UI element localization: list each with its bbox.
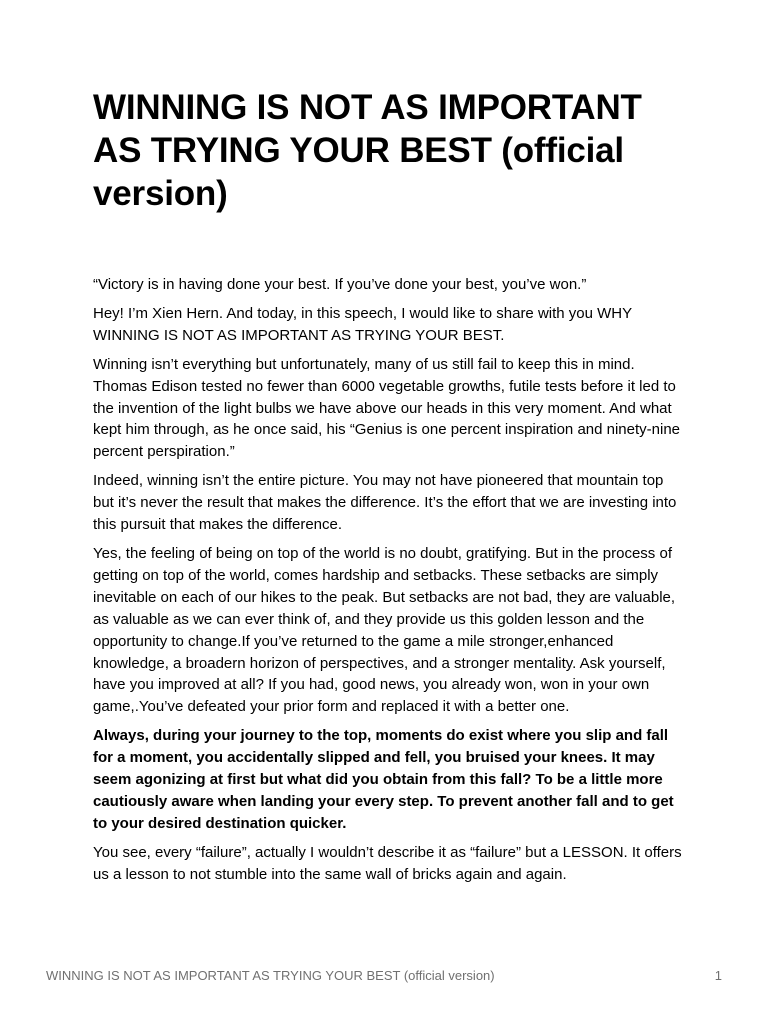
footer-page-number: 1 <box>714 968 722 983</box>
paragraph-lesson: You see, every “failure”, actually I wouldn’t describe it as “failure” but a LESSON. It offers us a lesson to not stumble into the same wall of bricks again and again. <box>93 843 682 883</box>
document-page <box>93 86 683 893</box>
paragraph-intro: Hey! I’m Xien Hern. And today, in this speech, I would like to share with you WHY WINNING IS NOT AS IMPORTANT AS TRYING YOUR BEST. <box>93 304 632 344</box>
document-title: WINNING IS NOT AS IMPORTANT AS TRYING YOUR BEST (official version) <box>93 88 642 213</box>
paragraph-effort: Indeed, winning isn’t the entire picture. You may not have pioneered that mountain top but it’s never the result that makes the difference. It’s the effort that we are investing into this pursuit that makes the difference. <box>93 472 677 534</box>
document-body <box>93 274 683 886</box>
paragraph-edison: Winning isn’t everything but unfortunately, many of us still fail to keep this in mind. Thomas Edison tested no fewer than 6000 vegetable growths, futile tests before it led to the invention of the light bulbs we have above our heads in this very moment. And what kept him through, as he once said, his “Genius is one percent inspiration and ninety-nine percent perspiration.” <box>93 355 681 461</box>
paragraph-setbacks: Yes, the feeling of being on top of the world is no doubt, gratifying. But in the process of getting on top of the world, comes hardship and setbacks. These setbacks are simply inevitable on each of our hikes to the peak. But setbacks are not bad, they are valuable, as valuable as we can ever think of, and they provide us this golden lesson and the opportunity to change.If you’ve returned to the game a mile stronger,enhanced knowledge, a broadern horizon of perspectives, and a stronger mentality. Ask yourself, have you improved at all? If you had, good news, you already won, won in your own game,.You’ve defeated your prior form and replaced it with a better one. <box>93 544 676 716</box>
paragraph-journey-bold: Always, during your journey to the top, moments do exist where you slip and fall for a moment, you accidentally slipped and fell, you bruised your knees. It may seem agonizing at first but what did you obtain from this fall? To be a little more cautiously aware when landing your every step. To prevent another fall and to get to your desired destination quicker. <box>93 727 674 832</box>
footer-running-title: WINNING IS NOT AS IMPORTANT AS TRYING YOUR BEST (official version) <box>46 968 495 983</box>
paragraph-quote: “Victory is in having done your best. If you’ve done your best, you’ve won.” <box>93 276 587 293</box>
